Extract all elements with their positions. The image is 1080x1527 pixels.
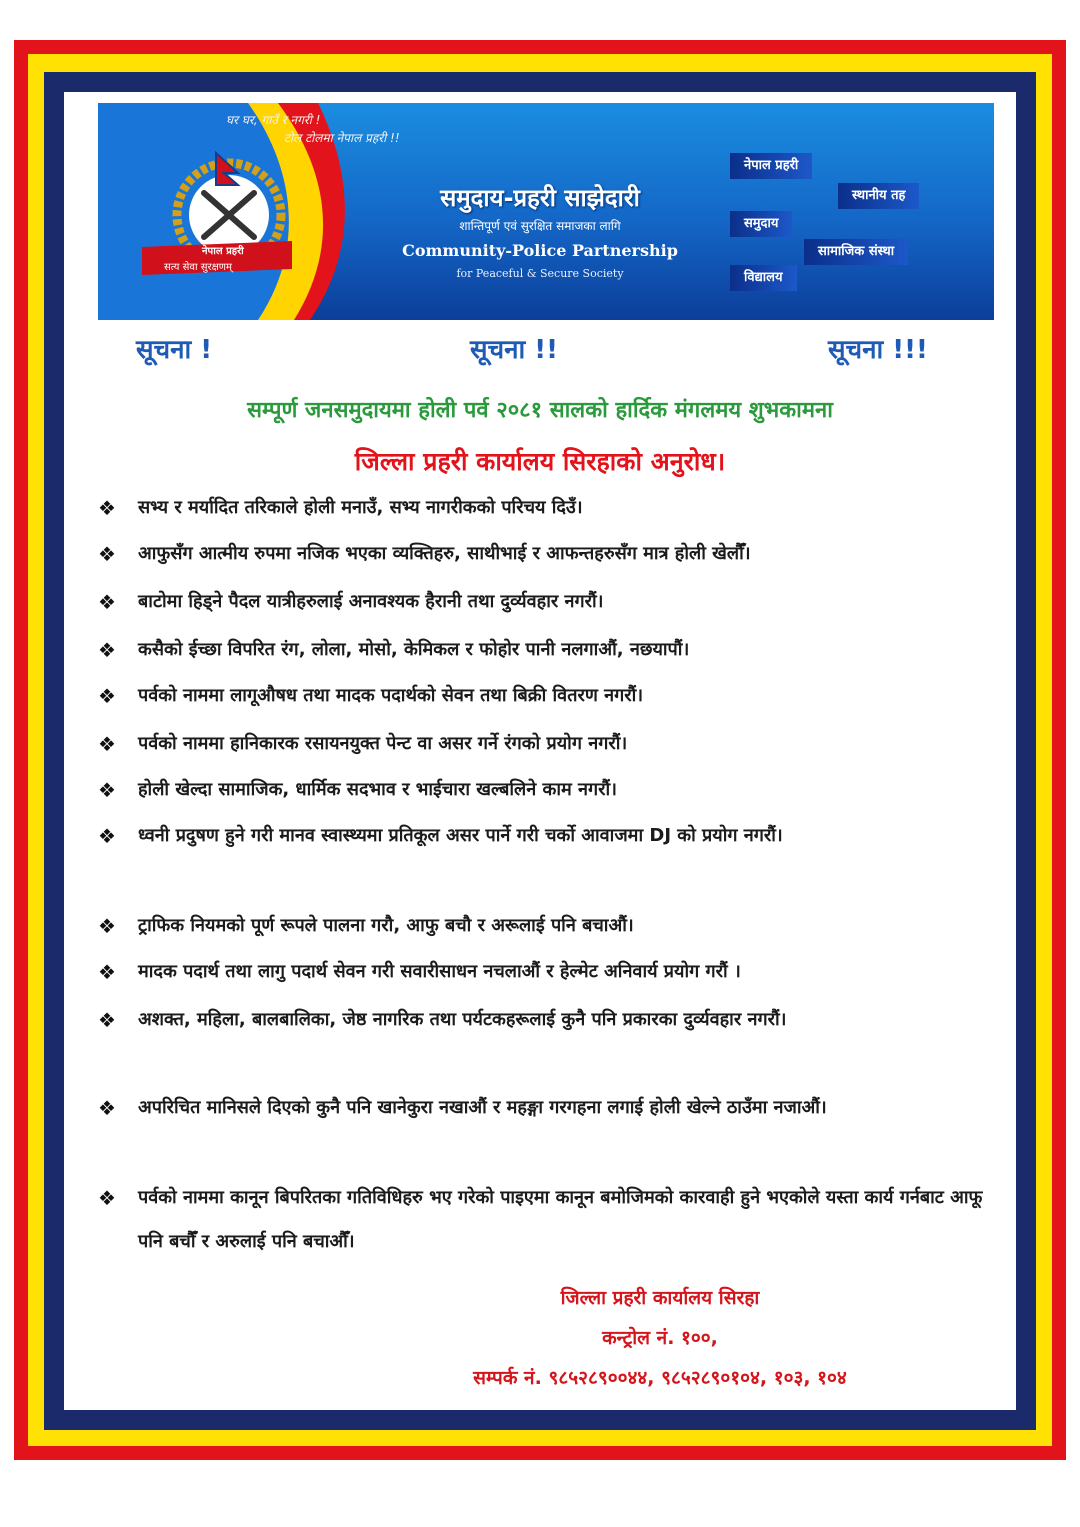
- list-item-text: पर्वको नाममा हानिकारक रसायनयुक्त पेन्ट वा असर गर्ने रंगको प्रयोग नगरौं।: [138, 733, 628, 754]
- list-item: [98, 950, 998, 994]
- diamond-bullet-icon: ❖: [98, 638, 116, 662]
- list-item: [98, 532, 998, 576]
- list-item-text: ट्राफिक नियमको पूर्ण रूपले पालना गरौ, आफु बचौ र अरूलाई पनि बचाऔं।: [138, 915, 634, 936]
- list-item: [98, 998, 998, 1042]
- tag-community: समुदाय: [730, 211, 792, 237]
- tag-social-organization: सामाजिक संस्था: [804, 239, 908, 265]
- list-item: [98, 674, 998, 718]
- list-item-text: सभ्य र मर्यादित तरिकाले होली मनाउँ, सभ्य नागरीकको परिचय दिउँ।: [138, 497, 583, 518]
- list-item-text: ध्वनी प्रदुषण हुने गरी मानव स्वास्थ्यमा प्रतिकूल असर पार्ने गरी चर्को आवाजमा DJ को प्रयोग नगरौं।: [138, 825, 783, 846]
- list-item: [98, 768, 998, 812]
- diamond-bullet-icon: ❖: [98, 542, 116, 566]
- footer-office-name: जिल्ला प्रहरी कार्यालय सिरहा: [560, 1287, 760, 1309]
- footer-control-number: कन्ट्रोल नं. १००,: [602, 1327, 718, 1349]
- diamond-bullet-icon: ❖: [98, 960, 116, 984]
- list-item-text: पर्वको नाममा लागूऔषध तथा मादक पदार्थको सेवन तथा बिक्री वितरण नगरौं।: [138, 685, 644, 706]
- diamond-bullet-icon: ❖: [98, 496, 116, 520]
- community-police-banner: [98, 103, 994, 320]
- banner-title: समुदाय-प्रहरी साझेदारी: [440, 184, 640, 212]
- list-item: [98, 904, 998, 948]
- banner-subtitle-english-2: for Peaceful & Secure Society: [456, 267, 624, 280]
- diamond-bullet-icon: ❖: [98, 1096, 116, 1120]
- footer-contact-numbers: सम्पर्क नं. ९८५२८९००४४, ९८५२८९०१०४, १०३, १०४: [473, 1367, 847, 1389]
- list-item: [98, 580, 998, 624]
- list-item-text: बाटोमा हिड्ने पैदल यात्रीहरुलाई अनावश्यक हैरानी तथा दुर्व्यवहार नगरौं।: [138, 591, 604, 612]
- list-item: [98, 1176, 998, 1264]
- list-item-text: मादक पदार्थ तथा लागु पदार्थ सेवन गरी सवारीसाधन नचलाऔं र हेल्मेट अनिवार्य प्रयोग गरौं ।: [138, 961, 741, 982]
- list-item: [98, 486, 998, 530]
- diamond-bullet-icon: ❖: [98, 778, 116, 802]
- diamond-bullet-icon: ❖: [98, 684, 116, 708]
- list-item: [98, 814, 998, 858]
- notice-heading-3: सूचना !!!: [828, 335, 928, 365]
- list-item-text: होली खेल्दा सामाजिक, धार्मिक सदभाव र भाईचारा खल्बलिने काम नगरौं।: [138, 779, 617, 800]
- list-item-text: पर्वको नाममा कानून बिपरितका गतिविधिहरु भए गरेको पाइएमा कानून बमोजिमको कारवाही हुने भएकोले यस्ता कार्य गर्नबाट आफू पनि बचौँ र अरुलाई पनि बचाऔँ।: [138, 1187, 983, 1252]
- slogan-line-2: टोल टोलमा नेपाल प्रहरी !!: [284, 131, 400, 145]
- emblem-text-bottom: सत्य सेवा सुरक्षणम्: [164, 262, 232, 273]
- diamond-bullet-icon: ❖: [98, 1186, 116, 1210]
- diamond-bullet-icon: ❖: [98, 824, 116, 848]
- notice-heading-1: सूचना !: [136, 335, 213, 365]
- office-request-heading: जिल्ला प्रहरी कार्यालय सिरहाको अनुरोध।: [354, 447, 726, 476]
- emblem-text-top: नेपाल प्रहरी: [202, 246, 244, 257]
- tag-nepal-police: नेपाल प्रहरी: [730, 153, 812, 179]
- list-item-text: आफुसँग आत्मीय रुपमा नजिक भएका व्यक्तिहरु, साथीभाई र आफन्तहरुसँग मात्र होली खेलौँ।: [138, 543, 751, 564]
- diamond-bullet-icon: ❖: [98, 1008, 116, 1032]
- list-item: [98, 722, 998, 766]
- tag-local-level: स्थानीय तह: [838, 183, 919, 209]
- slogan-line-1: घर घर, गाउँ र नगरी !: [226, 113, 321, 127]
- holi-greeting: सम्पूर्ण जनसमुदायमा होली पर्व २०८१ सालको हार्दिक मंगलमय शुभकामना: [247, 398, 833, 423]
- banner-subtitle-english: Community-Police Partnership: [402, 241, 678, 260]
- list-item-text: कसैको ईच्छा विपरित रंग, लोला, मोसो, केमिकल र फोहोर पानी नलगाऔं, नछयापौं।: [138, 639, 690, 660]
- notice-heading-2: सूचना !!: [470, 335, 559, 365]
- banner-subtitle-nepali: शान्तिपूर्ण एवं सुरक्षित समाजका लागि: [459, 219, 621, 233]
- tag-school: विद्यालय: [730, 265, 797, 291]
- diamond-bullet-icon: ❖: [98, 590, 116, 614]
- list-item-text: अशक्त, महिला, बालबालिका, जेष्ठ नागरिक तथा पर्यटकहरूलाई कुनै पनि प्रकारका दुर्व्यवहार नगरौं।: [138, 1009, 787, 1030]
- list-item: [98, 628, 998, 672]
- diamond-bullet-icon: ❖: [98, 732, 116, 756]
- diamond-bullet-icon: ❖: [98, 914, 116, 938]
- list-item-text: अपरिचित मानिसले दिएको कुनै पनि खानेकुरा नखाऔं र महङ्गा गरगहना लगाई होली खेल्ने ठाउँमा नजाऔं।: [138, 1097, 827, 1118]
- list-item: [98, 1086, 998, 1130]
